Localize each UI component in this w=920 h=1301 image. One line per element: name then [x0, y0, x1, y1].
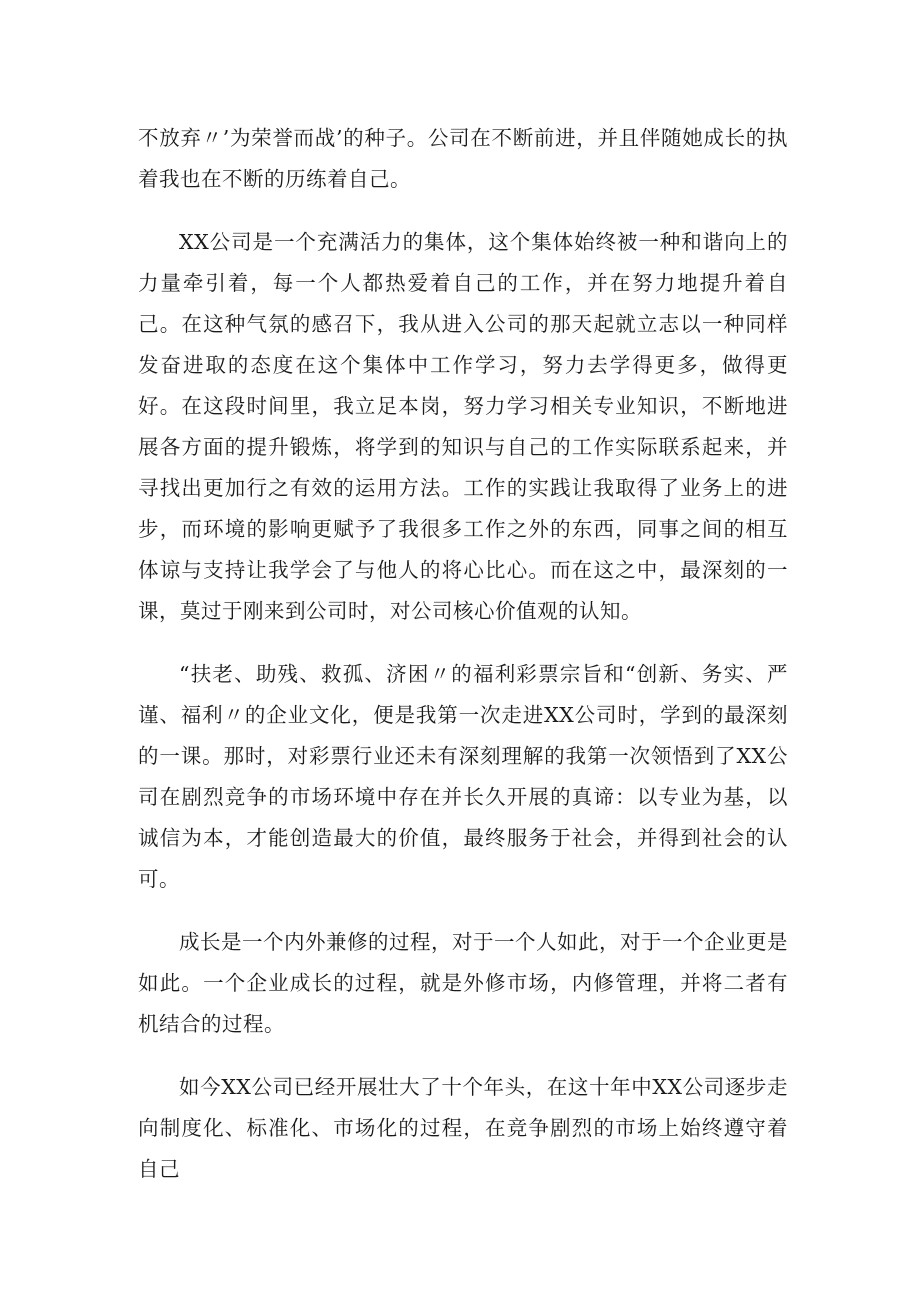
paragraph-1: 不放弃〃’为荣誉而战’的种子。公司在不断前进，并且伴随她成长的执着我也在不断的历练着自己。 — [138, 126, 788, 191]
paragraph-2: XX公司是一个充满活力的集体，这个集体始终被一种和谐向上的力量牵引着，每一个人都热爱着自己的工作，并在努力地提升着自己。在这种气氛的感召下，我从进入公司的那天起就立志以一种同样发奋进取的态度在这个集体中工作学习，努力去学得更多，做得更好。在这段时间里，我立足本岗，努力学习相关专业知识，不断地进展各方面的提升锻炼，将学到的知识与自己的工作实际联系起来，并寻找出更加行之有效的运用方法。工作的实践让我取得了业务上的进步，而环境的影响更赋予了我很多工作之外的东西，同事之间的相互体谅与支持让我学会了与他人的将心比心。而在这之中，最深刻的一课，莫过于刚来到公司时，对公司核心价值观的认知。 — [138, 230, 788, 623]
paragraph-5: 如今XX公司已经开展壮大了十个年头，在这十年中XX公司逐步走向制度化、标准化、市场化的过程，在竞争剧烈的市场上始终遵守着自己 — [138, 1075, 788, 1181]
document-body — [138, 118, 788, 1190]
paragraph-4: 成长是一个内外兼修的过程，对于一个人如此，对于一个企业更是如此。一个企业成长的过程，就是外修市场，内修管理，并将二者有机结合的过程。 — [138, 930, 788, 1036]
paragraph-3: “扶老、助残、救孤、济困〃的福利彩票宗旨和“创新、务实、严谨、福利〃的企业文化，便是我第一次走进XX公司时，学到的最深刻的一课。那时，对彩票行业还未有深刻理解的我第一次领悟到了XX公司在剧烈竞争的市场环境中存在并长久开展的真谛：以专业为基，以诚信为本，才能创造最大的价值，最终服务于社会，并得到社会的认可。 — [138, 662, 788, 891]
